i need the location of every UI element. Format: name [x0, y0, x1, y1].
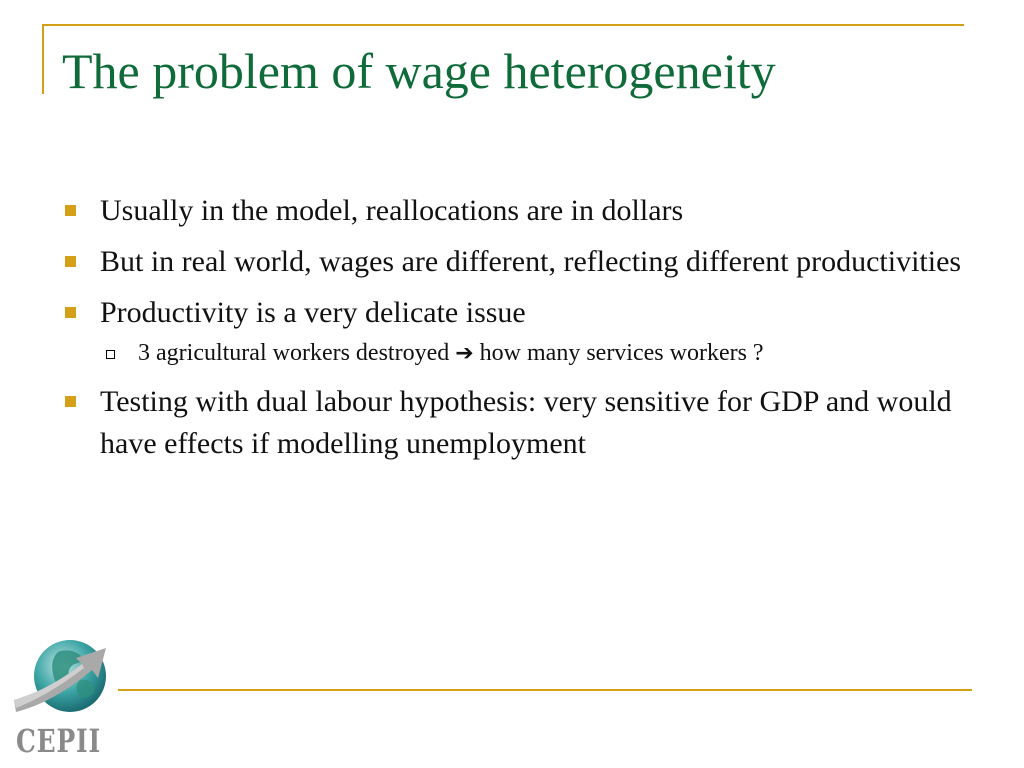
sub-bullet-text-before: 3 agricultural workers destroyed: [138, 340, 456, 366]
footer-rule: [118, 689, 972, 691]
cepii-logo: [10, 630, 120, 762]
sub-bullet-item: [100, 335, 972, 372]
bullet-item: [62, 292, 972, 372]
sub-bullet-list: [100, 335, 972, 372]
bullet-text: But in real world, wages are different, reflecting different productivities: [100, 245, 962, 278]
square-bullet-icon: [65, 205, 76, 216]
title-frame-top-rule: [42, 24, 964, 26]
hollow-square-bullet-icon: [106, 350, 115, 359]
title-frame-left-rule: [42, 24, 44, 94]
sub-bullet-text-after: how many services workers ?: [473, 340, 764, 366]
square-bullet-icon: [65, 396, 76, 407]
bullet-item: [62, 241, 972, 283]
square-bullet-icon: [65, 307, 76, 318]
right-arrow-icon: ➔: [455, 341, 474, 366]
bullet-item: [62, 190, 972, 232]
slide-title: The problem of wage heterogeneity: [62, 43, 776, 99]
square-bullet-icon: [65, 256, 76, 267]
bullet-text: Testing with dual labour hypothesis: very sensitive for GDP and would have effects if modelling unemployment: [100, 385, 952, 460]
bullet-item: [62, 381, 972, 465]
bullet-list: [62, 190, 972, 474]
logo-text: CEPII: [16, 722, 101, 760]
bullet-text: Usually in the model, reallocations are in dollars: [100, 194, 684, 227]
bullet-text: Productivity is a very delicate issue: [100, 296, 526, 329]
